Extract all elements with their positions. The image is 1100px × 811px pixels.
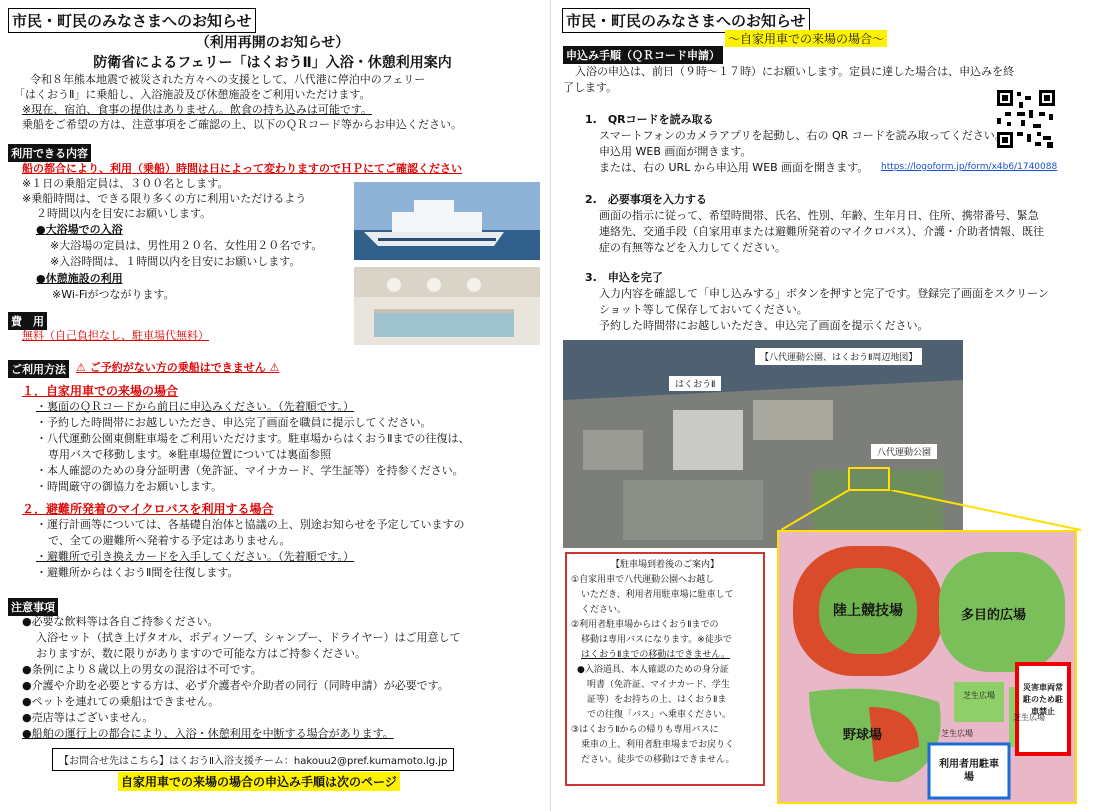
- apply-line: 入浴の申込は、前日（９時～１７時）にお願いします。定員に達した場合は、申込みを終: [575, 65, 1015, 78]
- apply-line: 了します。: [563, 81, 618, 94]
- ferry-photo: [354, 182, 540, 260]
- bath-line: ※大浴場の定員は、男性用２０名、女性用２０名です。: [50, 239, 323, 252]
- step2-line: 症の有無等などを入力してください。: [599, 241, 786, 254]
- page-divider: [550, 0, 551, 811]
- bath-title: ●大浴場での入浴: [36, 223, 123, 236]
- map-ship-label: はくおうⅡ: [669, 376, 721, 391]
- car-line: ・予約した時間帯にお越しいただき、申込完了画面を職員に提示してください。: [36, 416, 432, 429]
- notice-line: ●必要な飲料等は各自ご持参ください。: [22, 615, 219, 628]
- guide-line: 移動は専用バスになります。※徒歩で: [581, 635, 732, 645]
- usage-warning: 船の都合により、利用（乗船）時間は日によって変わりますのでＨＰにてご確認ください: [22, 162, 462, 175]
- park-map: [777, 530, 1077, 804]
- intro-line: 令和８年熊本地震で被災された方々への支援として、八代港に停泊中のフェリー: [30, 73, 426, 86]
- notice-line: おりますが、数に限りがありますので可能な方はご持参ください。: [36, 647, 366, 660]
- guide-line: ①自家用車で八代運動公園へお越し: [571, 575, 715, 585]
- left-header: 市民・町民のみなさまへのお知らせ: [8, 8, 256, 33]
- intro-note: ※現在、宿泊、食事の提供はありません。飲食の持ち込みは可能です。: [22, 103, 372, 116]
- map-title: 【八代運動公園、はくおうⅡ周辺地図】: [755, 348, 922, 365]
- intro-line: 乗船をご希望の方は、注意事項をご確認の上、以下のＱＲコード等からお申込ください。: [22, 118, 462, 131]
- step2-line: 連絡先、交通手段（自家用車または避難所発着のマイクロバス）、介護・介助者情報、既往: [599, 225, 1045, 238]
- disaster-no-parking-label: 災害車両常駐のため駐車禁止: [1023, 683, 1063, 716]
- guide-line: はくおうⅡまでの移動はできません。: [581, 650, 730, 660]
- step3-line: 予約した時間帯にお越しいただき、申込完了画面を提示ください。: [599, 319, 929, 332]
- guide-line: 乗車の上、利用者駐車場までお戻りく: [581, 740, 735, 750]
- park-baseball-label: 野球場: [843, 728, 883, 743]
- guide-title: 【駐車場到着後のご案内】: [610, 560, 719, 570]
- next-page-note: 自家用車での来場の場合の申込み手順は次のページ: [118, 772, 400, 791]
- guide-line: 証等）をお持ちの上、はくおうⅡま: [587, 695, 727, 705]
- notice-line: ●条例により８歳以上の男女の混浴は不可です。: [22, 663, 262, 676]
- usage-line: ２時間以内を目安にお願いします。: [36, 207, 212, 220]
- car-line: ・八代運動公園東側駐車場をご利用いただけます。駐車場からはくおうⅡまでの往復は、: [36, 432, 470, 445]
- method-warning: ⚠ ご予約がない方の乗船はできません ⚠: [76, 361, 280, 374]
- step1-line: スマートフォンのカメラアプリを起動し、右の QR コードを読み取ってください。: [599, 129, 1006, 142]
- right-page: [555, 0, 1100, 811]
- guide-line: での往復「バス」へ乗車ください。: [587, 710, 732, 720]
- usage-line: ※１日の乗船定員は、３００名とします。: [22, 177, 229, 190]
- apply-header: 申込み手順（ＱＲコード申請）: [563, 46, 723, 64]
- bus-line: ・避難所からはくおうⅡ間を往復します。: [36, 566, 239, 579]
- step3-line: 入力内容を確認して「申し込みする」ボタンを押すと完了です。登録完了画面をスクリーン: [599, 287, 1049, 300]
- rest-title: ●休憩施設の利用: [36, 272, 123, 285]
- park-lawn-label: 芝生広場: [1013, 713, 1045, 722]
- notice-line: 入浴セット（拭き上げタオル、ボディソープ、シャンプー、ドライヤー）はご用意して: [36, 631, 461, 644]
- bus-line: で、全ての避難所へ発着する予定はありません。: [48, 534, 291, 547]
- step1-title: 1. QRコードを読み取る: [585, 113, 714, 126]
- guide-line: ください。: [581, 605, 627, 615]
- bus-line: ・避難所で引き換えカードを入手してください。（先着順です。）: [36, 550, 355, 563]
- bus-title: ２．避難所発着のマイクロバスを利用する場合: [22, 502, 274, 516]
- step3-title: 3. 申込を完了: [585, 271, 663, 284]
- notice-line: ●介護や介助を必要とする方は、必ず介護者や介助者の同行（同時申請）が必要です。: [22, 679, 449, 692]
- guide-line: ●入浴道具、本人確認のための身分証: [577, 665, 729, 675]
- form-url-link[interactable]: https://logoform.jp/form/x4b6/1740088: [881, 162, 1058, 172]
- car-line: ・本人確認のための身分証明書（免許証、マイナカード、学生証等）を持参ください。: [36, 464, 464, 477]
- park-field-label: 多目的広場: [961, 608, 1027, 623]
- notice-header: 注意事項: [8, 598, 58, 616]
- guide-line: ださい。徒歩での移動はできません。: [581, 755, 735, 765]
- car-title: １．自家用車での来場の場合: [22, 384, 179, 398]
- bus-line: ・運行計画等については、各基礎自治体と協議の上、別途お知らせを予定していますの: [36, 518, 465, 531]
- map-park-label: 八代運動公園: [871, 444, 937, 459]
- intro-line: 「はくおうⅡ」に乗船し、入浴施設及び休憩施設をご利用いただけます。: [14, 88, 371, 101]
- step3-line: ショット等して保存しておいてください。: [599, 303, 808, 316]
- bath-line: ※入浴時間は、１時間以内を目安にお願いします。: [50, 255, 301, 268]
- step2-line: 画面の指示に従って、希望時間帯、氏名、性別、年齢、生年月日、住所、携帯番号、緊急: [599, 209, 1039, 222]
- step1-line: 申込用 WEB 画面が開きます。: [599, 145, 752, 158]
- right-subheader: ～自家用車での来場の場合～: [725, 30, 887, 47]
- notice-line: ●ペットを連れての乗船はできません。: [22, 695, 220, 708]
- notice-line: ●売店等はございません。: [22, 711, 154, 724]
- park-lawn-label: 芝生広場: [941, 729, 973, 738]
- guide-line: ②利用者駐車場からはくおうⅡまでの: [571, 620, 719, 630]
- user-parking-label: 利用者用駐車場: [939, 759, 999, 783]
- rest-line: ※Wi-Fiがつながります。: [52, 288, 175, 301]
- left-page: [0, 0, 545, 811]
- usage-line: ※乗船時間は、できる限り多くの方に利用いただけるよう: [22, 192, 307, 205]
- fee-text: 無料（自己負担なし、駐車場代無料）: [22, 329, 209, 342]
- page-title: 防衛省によるフェリー「はくおうⅡ」入浴・休憩利用案内: [93, 55, 452, 71]
- guide-line: 明書（免許証、マイナカード、学生: [587, 680, 730, 690]
- car-line: ・裏面のＱＲコードから前日に申込みください。（先着順です。）: [36, 400, 355, 413]
- fee-header: 費 用: [8, 312, 47, 330]
- subtitle: （利用再開のお知らせ）: [195, 35, 350, 51]
- guide-line: ③はくおうⅡからの帰りも専用バスに: [571, 725, 719, 735]
- method-header: ご利用方法: [8, 360, 69, 378]
- park-lawn-label: 芝生広場: [963, 691, 995, 700]
- right-header: 市民・町民のみなさまへのお知らせ: [562, 8, 810, 33]
- parking-guide-box: [565, 552, 765, 786]
- step2-title: 2. 必要事項を入力する: [585, 193, 707, 206]
- step1-line: または、右の URL から申込用 WEB 画面を開きます。: [599, 161, 869, 174]
- guide-line: いただき、利用者用駐車場に駐車して: [581, 590, 734, 600]
- notice-line: ●船舶の運行上の都合により、入浴・休憩利用を中断する場合があります。: [22, 727, 394, 740]
- bath-photo: [354, 267, 540, 345]
- car-line: 専用バスで移動します。※駐車場位置については裏面参照: [48, 448, 332, 461]
- park-track-label: 陸上競技場: [833, 603, 903, 619]
- car-line: ・時間厳守の御協力をお願いします。: [36, 480, 223, 493]
- contact-box: 【お問合せ先はこちら】はくおうⅡ入浴支援チーム：hakouu2@pref.kumamoto.lg.jp: [52, 748, 454, 771]
- usage-header: 利用できる内容: [8, 144, 91, 162]
